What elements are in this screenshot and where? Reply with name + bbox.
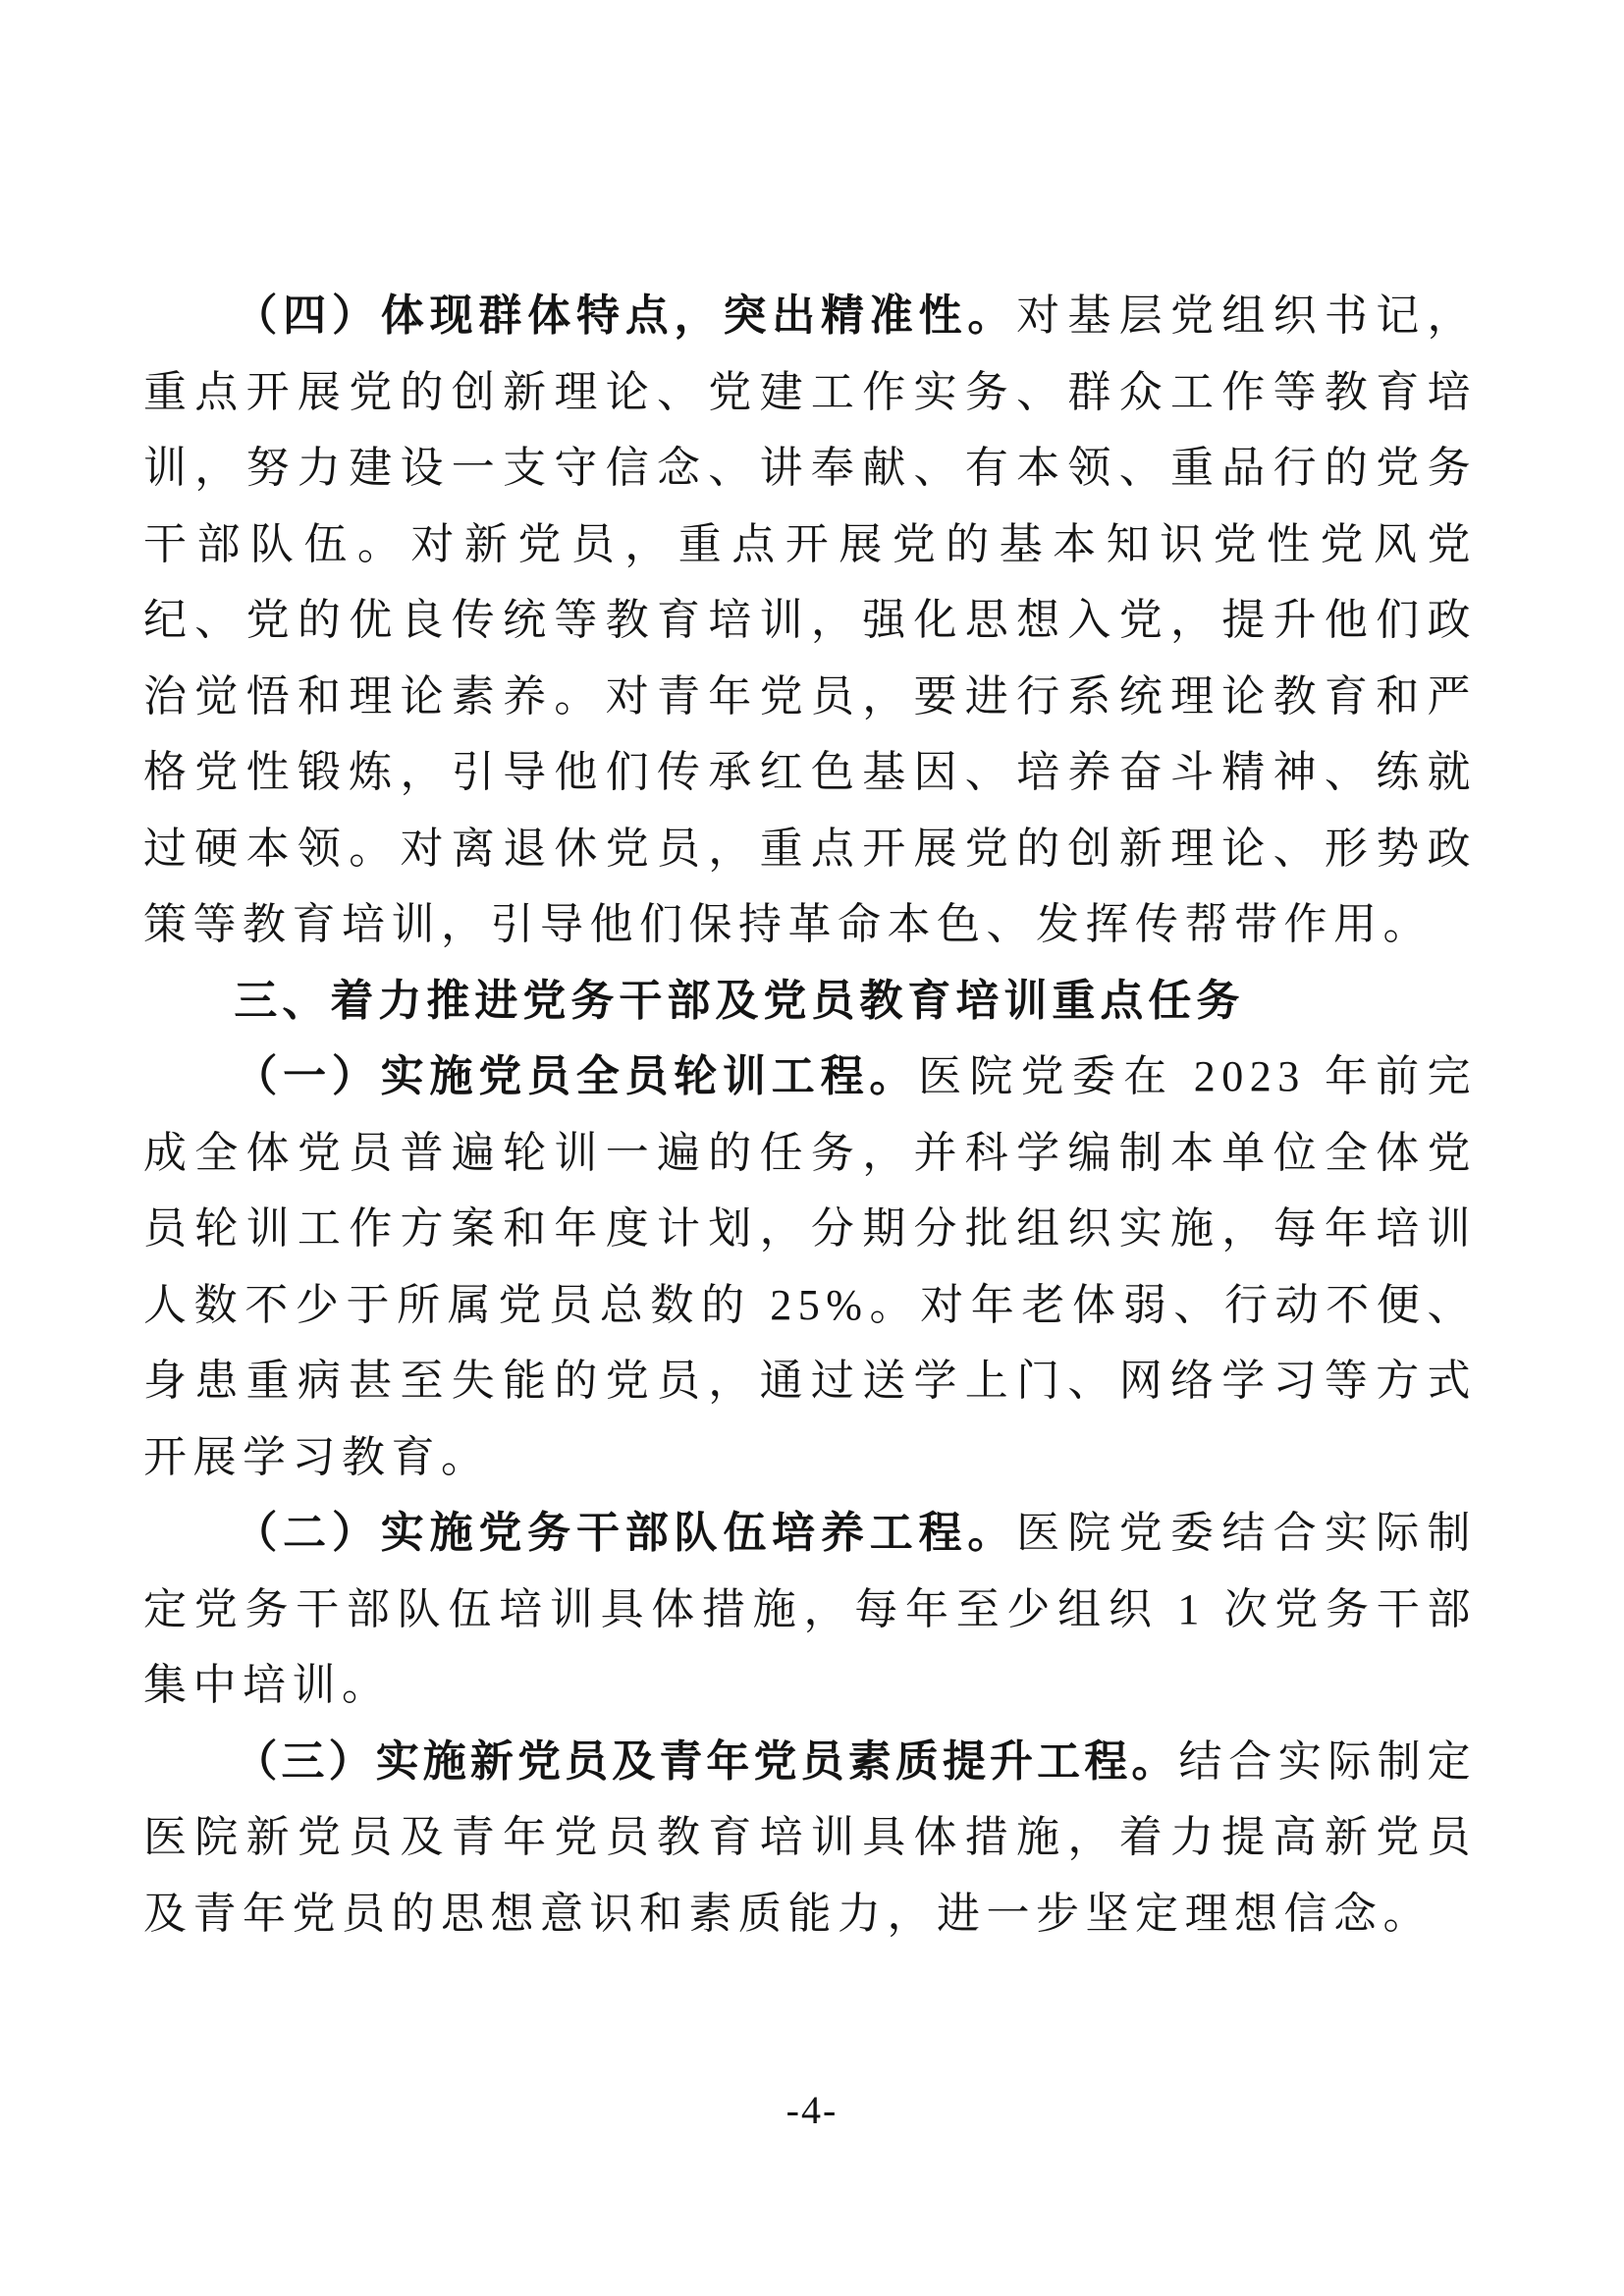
page-number: -4- — [785, 2088, 839, 2132]
section-heading-3: 三、着力推进党务干部及党员教育培训重点任务 — [234, 976, 1245, 1025]
document-body — [143, 278, 1477, 1951]
paragraph-section-4-lead: （四）体现群体特点，突出精准性。 — [234, 292, 1017, 340]
paragraph-task-2 — [143, 1495, 1477, 1724]
paragraph-task-2-lead: （二）实施党务干部队伍培养工程。 — [234, 1509, 1017, 1557]
paragraph-task-1-text: 医院党委在 2023 年前完成全体党员普遍轮训一遍的任务，并科学编制本单位全体党员轮训工作方案和年度计划，分期分批组织实施，每年培训人数不少于所属党员总数的 25%。对年老体弱、行动不便、身患重病甚至失能的党员，通过送学上门、网络学习等方式开展学习教育。 — [143, 1052, 1477, 1481]
paragraph-task-2-text: 医院党委结合实际制定党务干部队伍培训具体措施，每年至少组织 1 次党务干部集中培训。 — [143, 1509, 1478, 1709]
paragraph-task-3-text: 结合实际制定医院新党员及青年党员教育培训具体措施，着力提高新党员及青年党员的思想意识和素质能力，进一步坚定理想信念。 — [143, 1736, 1478, 1938]
paragraph-section-4-text: 对基层党组织书记，重点开展党的创新理论、党建工作实务、群众工作等教育培训，努力建设一支守信念、讲奉献、有本领、重品行的党务干部队伍。对新党员，重点开展党的基本知识党性党风党纪、党的优良传统等教育培训，强化思想入党，提升他们政治觉悟和理论素养。对青年党员，要进行系统理论教育和严格党性锻炼，引导他们传承红色基因、培养奋斗精神、练就过硬本领。对离退休党员，重点开展党的创新理论、形势政策等教育培训，引导他们保持革命本色、发挥传帮带作用。 — [143, 292, 1478, 948]
paragraph-task-3 — [143, 1724, 1477, 1952]
paragraph-section-4 — [143, 278, 1477, 963]
paragraph-task-1-lead: （一）实施党员全员轮训工程。 — [234, 1052, 919, 1100]
paragraph-task-1 — [143, 1039, 1477, 1495]
paragraph-task-3-lead: （三）实施新党员及青年党员素质提升工程。 — [234, 1736, 1179, 1786]
